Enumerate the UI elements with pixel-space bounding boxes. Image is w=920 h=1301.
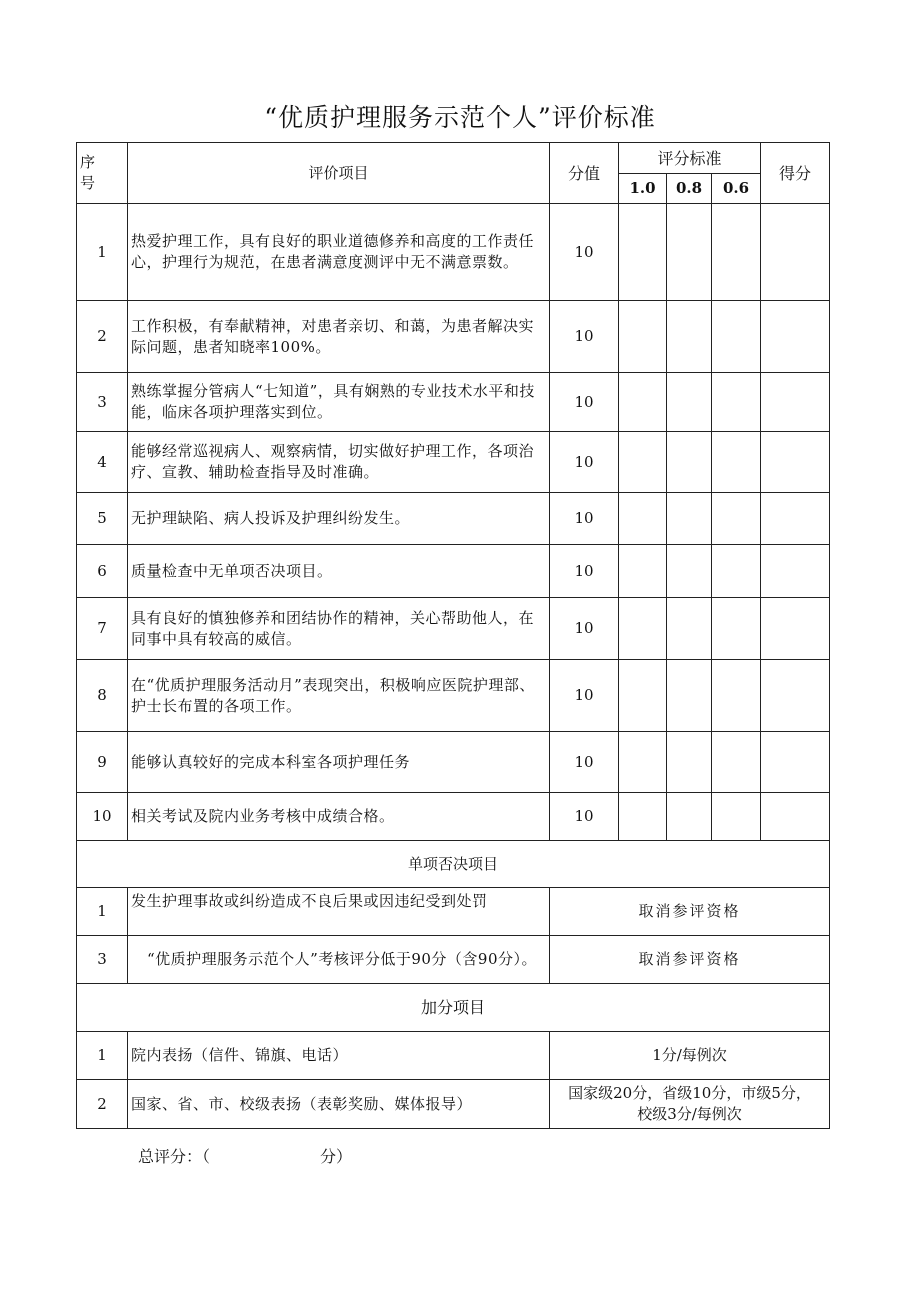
row-no: 8 (77, 660, 128, 732)
cell-0-6[interactable] (712, 793, 761, 841)
cell-1-0[interactable] (619, 793, 667, 841)
veto-section-header (77, 841, 830, 888)
veto-no: 3 (77, 936, 128, 984)
veto-row (77, 936, 830, 984)
criteria-level-3: 0.6 (712, 174, 761, 204)
cell-1-0[interactable] (619, 301, 667, 373)
row-text: 工作积极，有奉献精神，对患者亲切、和蔼，为患者解决实际问题，患者知晓率100%。 (128, 301, 550, 373)
bonus-no: 1 (77, 1032, 128, 1080)
cell-0-8[interactable] (667, 204, 712, 301)
bonus-result (550, 1080, 830, 1129)
row-text: 能够经常巡视病人、观察病情，切实做好护理工作，各项治疗、宣教、辅助检查指导及时准确。 (128, 432, 550, 493)
cell-1-0[interactable] (619, 732, 667, 793)
header-result: 得分 (761, 143, 830, 204)
row-score: 10 (550, 432, 619, 493)
cell-1-0[interactable] (619, 493, 667, 545)
table-row (77, 301, 830, 373)
table-row (77, 793, 830, 841)
cell-0-6[interactable] (712, 545, 761, 598)
cell-0-8[interactable] (667, 732, 712, 793)
cell-result[interactable] (761, 301, 830, 373)
row-score: 10 (550, 598, 619, 660)
cell-1-0[interactable] (619, 373, 667, 432)
table-row (77, 598, 830, 660)
cell-0-6[interactable] (712, 732, 761, 793)
table-row (77, 660, 830, 732)
cell-0-6[interactable] (712, 432, 761, 493)
cell-result[interactable] (761, 373, 830, 432)
row-no: 7 (77, 598, 128, 660)
row-score: 10 (550, 493, 619, 545)
bonus-section-title: 加分项目 (77, 984, 830, 1032)
row-no: 4 (77, 432, 128, 493)
row-no: 5 (77, 493, 128, 545)
bonus-text: 国家、省、市、校级表扬（表彰奖励、媒体报导） (128, 1080, 550, 1129)
veto-result: 取消参评资格 (550, 936, 830, 984)
cell-0-8[interactable] (667, 301, 712, 373)
row-score: 10 (550, 301, 619, 373)
cell-1-0[interactable] (619, 598, 667, 660)
row-no: 10 (77, 793, 128, 841)
row-score: 10 (550, 793, 619, 841)
row-score: 10 (550, 373, 619, 432)
cell-0-8[interactable] (667, 660, 712, 732)
table-row (77, 432, 830, 493)
header-score: 分值 (550, 143, 619, 204)
header-seq-label: 序号 (80, 153, 96, 192)
bonus-row (77, 1032, 830, 1080)
header-seq (77, 143, 128, 204)
cell-0-8[interactable] (667, 373, 712, 432)
row-no: 1 (77, 204, 128, 301)
row-no: 2 (77, 301, 128, 373)
table-row (77, 545, 830, 598)
cell-result[interactable] (761, 598, 830, 660)
cell-0-6[interactable] (712, 204, 761, 301)
veto-result: 取消参评资格 (550, 888, 830, 936)
cell-result[interactable] (761, 432, 830, 493)
cell-result[interactable] (761, 660, 830, 732)
row-score: 10 (550, 732, 619, 793)
cell-result[interactable] (761, 204, 830, 301)
bonus-text: 院内表扬（信件、锦旗、电话） (128, 1032, 550, 1080)
header-criteria: 评分标准 (619, 143, 761, 174)
veto-text: “优质护理服务示范个人”考核评分低于90分（含90分）。 (128, 936, 550, 984)
cell-1-0[interactable] (619, 204, 667, 301)
table-row (77, 204, 830, 301)
cell-0-8[interactable] (667, 793, 712, 841)
row-text: 相关考试及院内业务考核中成绩合格。 (128, 793, 550, 841)
table-row (77, 493, 830, 545)
veto-section-title: 单项否决项目 (77, 841, 830, 888)
row-text: 无护理缺陷、病人投诉及护理纠纷发生。 (128, 493, 550, 545)
row-text: 质量检查中无单项否决项目。 (128, 545, 550, 598)
cell-0-8[interactable] (667, 545, 712, 598)
row-text: 具有良好的慎独修养和团结协作的精神，关心帮助他人，在同事中具有较高的威信。 (128, 598, 550, 660)
cell-0-6[interactable] (712, 301, 761, 373)
row-text: 熟练掌握分管病人“七知道”，具有娴熟的专业技术水平和技能，临床各项护理落实到位。 (128, 373, 550, 432)
row-text: 热爱护理工作，具有良好的职业道德修养和高度的工作责任心，护理行为规范，在患者满意度测评中无不满意票数。 (128, 204, 550, 301)
veto-text: 发生护理事故或纠纷造成不良后果或因违纪受到处罚 (128, 888, 550, 936)
criteria-level-2: 0.8 (667, 174, 712, 204)
cell-0-6[interactable] (712, 373, 761, 432)
bonus-section-header (77, 984, 830, 1032)
header-item: 评价项目 (128, 143, 550, 204)
total-score-label: 总评分：（ (138, 1147, 211, 1166)
page-title: “优质护理服务示范个人”评价标准 (264, 103, 656, 132)
cell-result[interactable] (761, 793, 830, 841)
table-row (77, 732, 830, 793)
bonus-result-line2: 校级3分/每例次 (637, 1105, 742, 1123)
cell-result[interactable] (761, 545, 830, 598)
row-text: 在“优质护理服务活动月”表现突出，积极响应医院护理部、护士长布置的各项工作。 (128, 660, 550, 732)
row-score: 10 (550, 204, 619, 301)
cell-result[interactable] (761, 732, 830, 793)
cell-0-8[interactable] (667, 432, 712, 493)
cell-0-8[interactable] (667, 598, 712, 660)
bonus-row (77, 1080, 830, 1129)
table-row (77, 373, 830, 432)
row-no: 3 (77, 373, 128, 432)
bonus-result: 1分/每例次 (550, 1032, 830, 1080)
row-score: 10 (550, 545, 619, 598)
total-score-unit: 分） (320, 1147, 353, 1166)
row-no: 9 (77, 732, 128, 793)
veto-no: 1 (77, 888, 128, 936)
total-score (138, 1144, 352, 1167)
cell-0-6[interactable] (712, 493, 761, 545)
evaluation-table (76, 142, 830, 1129)
veto-row (77, 888, 830, 936)
bonus-result-line1: 国家级20分，省级10分，市级5分， (568, 1084, 811, 1102)
cell-1-0[interactable] (619, 660, 667, 732)
cell-1-0[interactable] (619, 432, 667, 493)
header-row (77, 143, 830, 174)
cell-result[interactable] (761, 493, 830, 545)
criteria-level-1: 1.0 (619, 174, 667, 204)
row-score: 10 (550, 660, 619, 732)
bonus-no: 2 (77, 1080, 128, 1129)
row-text: 能够认真较好的完成本科室各项护理任务 (128, 732, 550, 793)
cell-0-6[interactable] (712, 660, 761, 732)
cell-0-8[interactable] (667, 493, 712, 545)
cell-1-0[interactable] (619, 545, 667, 598)
row-no: 6 (77, 545, 128, 598)
cell-0-6[interactable] (712, 598, 761, 660)
